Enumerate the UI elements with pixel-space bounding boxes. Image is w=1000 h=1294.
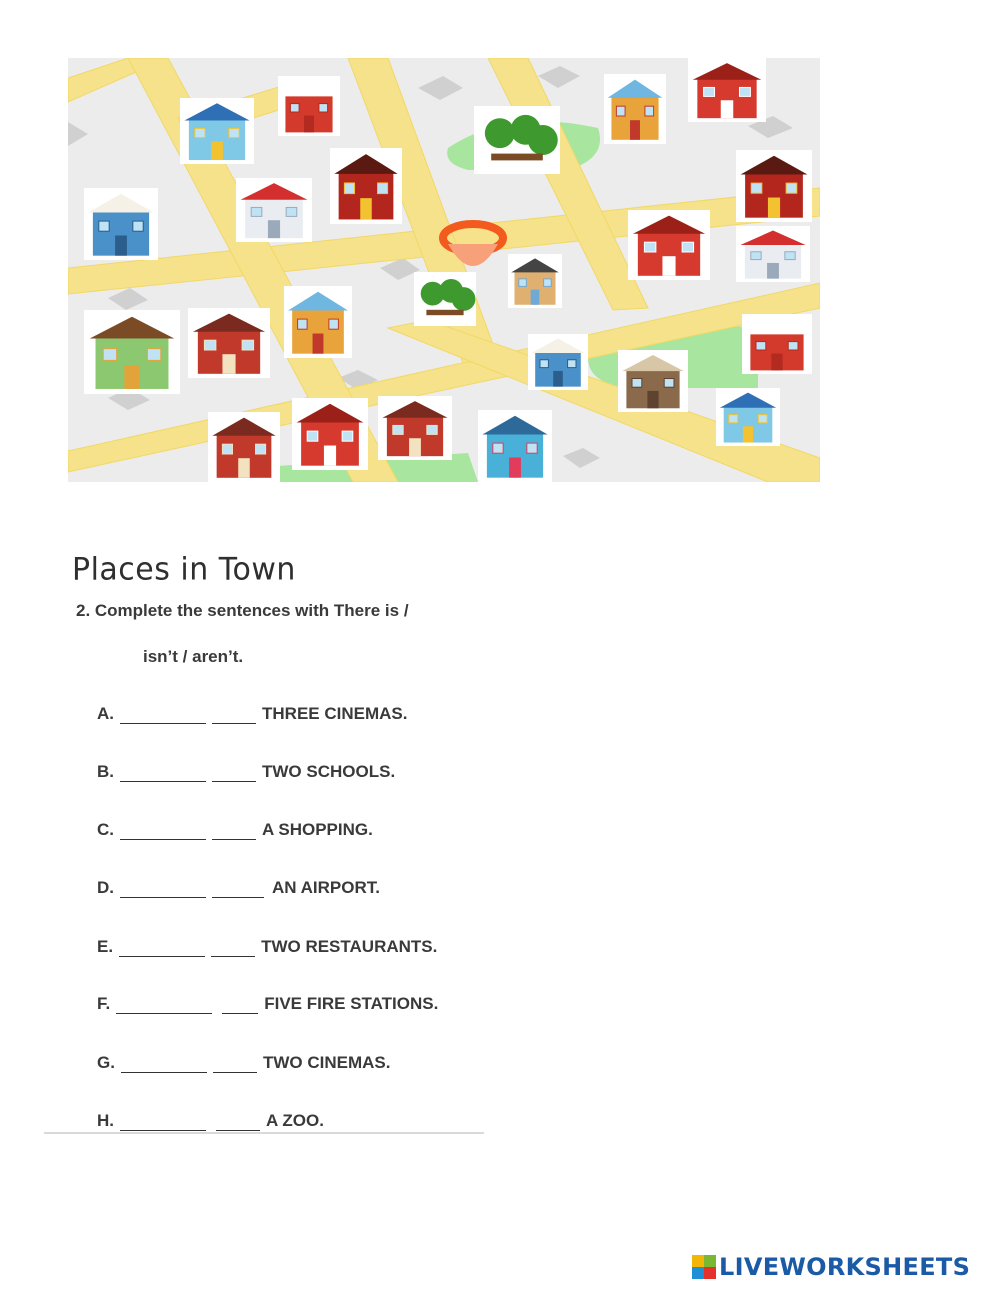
zoo-building [84, 310, 180, 394]
theatre-building [330, 148, 402, 224]
store-building [478, 410, 552, 482]
exercise-item-f [97, 994, 438, 1014]
answer-blank-2[interactable] [212, 823, 256, 840]
answer-blank-1[interactable] [121, 1056, 207, 1073]
item-letter: H. [97, 1111, 114, 1130]
exercise-item-e [97, 937, 437, 957]
exercise-item-a [97, 704, 407, 724]
item-text: TWO RESTAURANTS. [261, 937, 438, 956]
answer-blank-2[interactable] [212, 881, 264, 898]
school-building [378, 396, 452, 460]
answer-blank-1[interactable] [119, 940, 205, 957]
town-map [68, 58, 820, 482]
answer-blank-1[interactable] [120, 1114, 206, 1131]
item-letter: G. [97, 1053, 115, 1072]
house-building [528, 334, 588, 390]
school-building [188, 308, 270, 378]
divider [44, 1132, 484, 1134]
item-letter: F. [97, 994, 111, 1013]
answer-blank-1[interactable] [120, 765, 206, 782]
answer-blank-2[interactable] [213, 1056, 257, 1073]
item-letter: B. [97, 762, 114, 781]
item-text: TWO CINEMAS. [262, 1053, 391, 1072]
park [474, 106, 560, 174]
answer-blank-1[interactable] [120, 707, 206, 724]
hospital-building [236, 178, 312, 242]
restaurant-building [604, 74, 666, 144]
shopping-building [628, 210, 710, 280]
exercise-item-c [97, 820, 373, 840]
answer-blank-2[interactable] [212, 765, 256, 782]
item-text: A ZOO. [266, 1111, 324, 1130]
restaurant-building [284, 286, 352, 358]
page-title: Places in Town [72, 551, 296, 588]
hospital-building [736, 226, 810, 282]
park [414, 272, 476, 326]
item-letter: E. [97, 937, 114, 956]
apartment-building [508, 254, 562, 308]
answer-blank-2[interactable] [211, 940, 255, 957]
theatre-building [736, 150, 812, 222]
school-building [208, 412, 280, 482]
item-letter: D. [97, 878, 114, 897]
exercise-item-g [97, 1053, 390, 1073]
brand-name: LIVEWORKSHEETS [719, 1253, 971, 1281]
shopping-building [688, 58, 766, 122]
answer-blank-1[interactable] [120, 881, 206, 898]
brand-footer[interactable] [692, 1253, 970, 1281]
answer-blank-1[interactable] [120, 823, 206, 840]
cinema-building [180, 98, 254, 164]
fire-station-building [278, 76, 340, 136]
answer-blank-1[interactable] [116, 997, 212, 1014]
shopping-building [292, 398, 368, 470]
exercise-item-d [97, 878, 380, 898]
item-text: THREE CINEMAS. [262, 704, 408, 723]
item-text: FIVE FIRE STATIONS. [264, 994, 439, 1013]
cinema-building [716, 388, 780, 446]
church-building [618, 350, 688, 412]
exercise-item-b [97, 762, 395, 782]
answer-blank-2[interactable] [212, 707, 256, 724]
item-text: TWO SCHOOLS. [262, 762, 396, 781]
instruction-line-2: isn’t / aren’t. [143, 647, 244, 666]
house-building [84, 188, 158, 260]
fire-station-building [742, 314, 812, 374]
item-text: A SHOPPING. [262, 820, 373, 839]
item-letter: C. [97, 820, 114, 839]
item-letter: A. [97, 704, 114, 723]
item-text: AN AIRPORT. [272, 878, 380, 897]
liveworksheets-logo-icon [692, 1255, 716, 1279]
answer-blank-2[interactable] [222, 997, 258, 1014]
exercise-item-h [97, 1111, 324, 1131]
instruction-line-1: 2. Complete the sentences with There is / [76, 601, 409, 620]
answer-blank-2[interactable] [216, 1114, 260, 1131]
